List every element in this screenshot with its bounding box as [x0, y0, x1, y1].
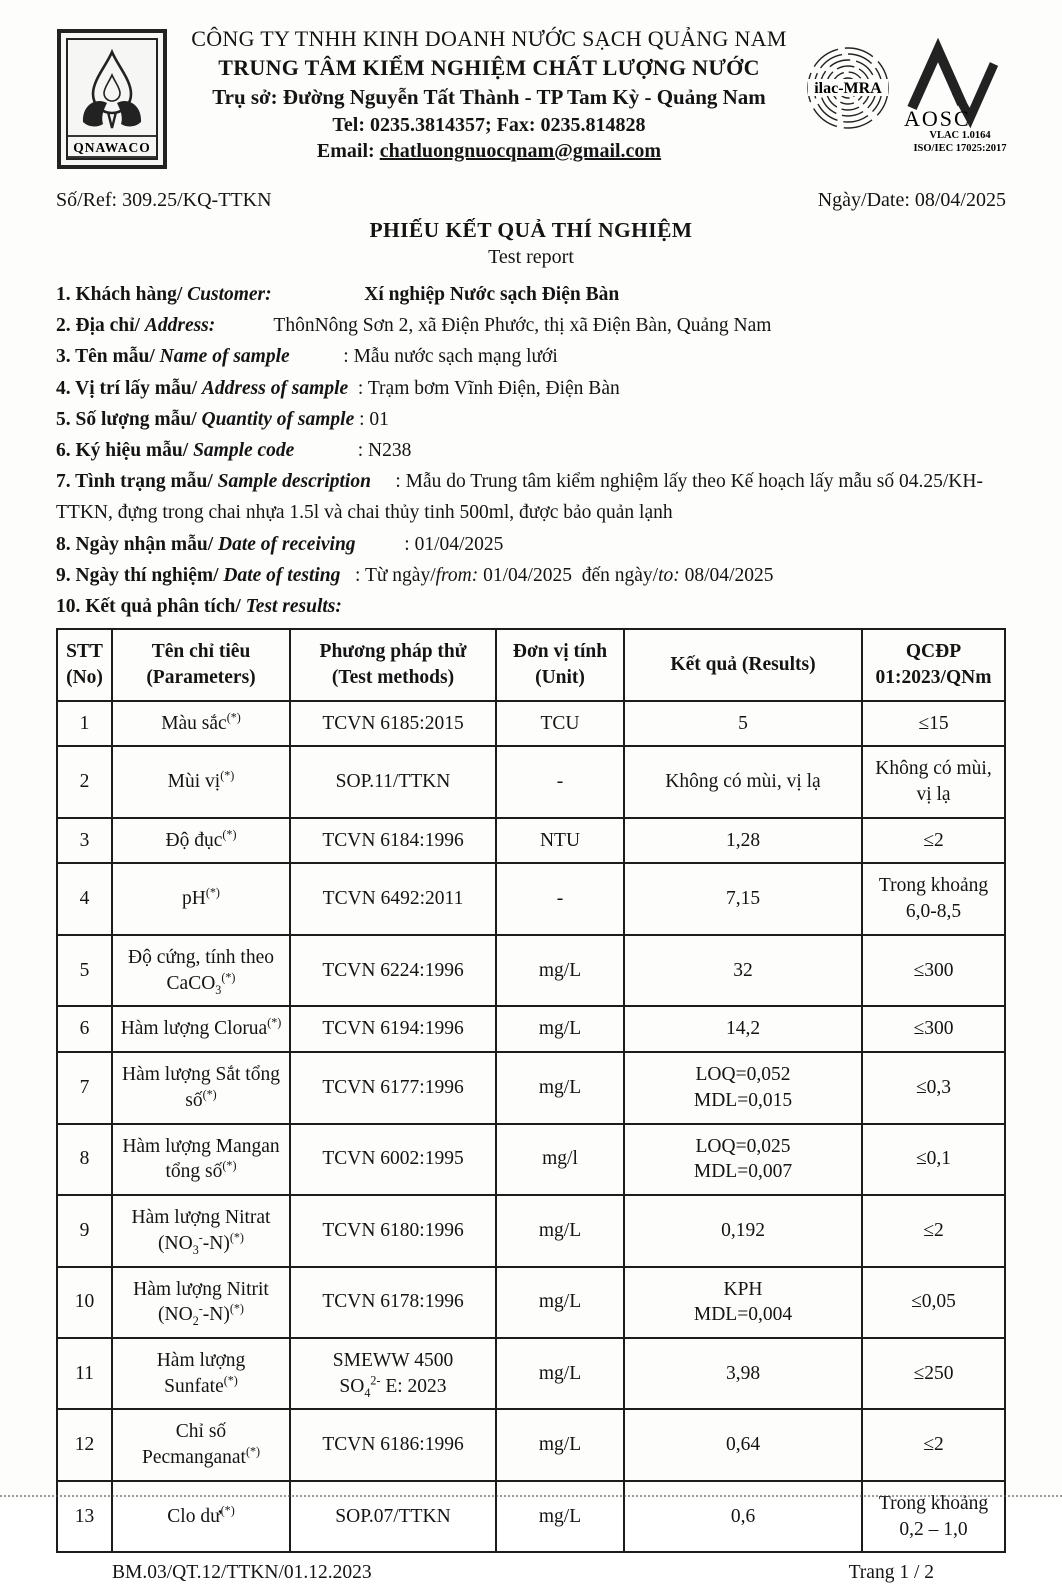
result-cell: 0,6	[624, 1481, 862, 1552]
page-subtitle: Test report	[488, 246, 574, 268]
unit-cell: mg/L	[496, 1052, 624, 1123]
method-cell: TCVN 6194:1996	[290, 1006, 496, 1052]
scan-edge-artifact	[0, 1495, 1062, 1497]
ref-date-row	[56, 189, 1006, 212]
result-cell: 0,64	[624, 1409, 862, 1480]
result-row	[57, 1338, 1005, 1409]
email-address: chatluongnuocqnam@gmail.com	[379, 140, 662, 162]
limit-cell: ≤250	[862, 1338, 1005, 1409]
parameter-cell: Chỉ số Pecmanganat(*)	[112, 1409, 290, 1480]
result-cell: 1,28	[624, 818, 862, 864]
column-header	[112, 629, 290, 700]
row-number-cell: 11	[57, 1338, 112, 1409]
info-line	[56, 529, 1006, 560]
parameter-cell: Độ đục(*)	[112, 818, 290, 864]
company-name: CÔNG TY TNHH KINH DOANH NƯỚC SẠCH QUẢNG NAM	[191, 26, 787, 51]
row-number-cell: 6	[57, 1006, 112, 1052]
method-cell: SOP.07/TTKN	[290, 1481, 496, 1552]
result-cell: Không có mùi, vị lạ	[624, 746, 862, 817]
info-label-en: Date of receiving	[218, 533, 356, 555]
info-label-en: Name of sample	[159, 346, 290, 368]
info-label-vi: 4. Vị trí lấy mẫu/	[56, 377, 202, 399]
info-gap	[294, 440, 353, 461]
info-label-en: Date of testing	[223, 564, 341, 586]
qnawaco-logo-icon	[56, 28, 168, 170]
method-cell: TCVN 6178:1996	[290, 1267, 496, 1338]
column-header	[862, 629, 1005, 700]
result-row	[57, 701, 1005, 747]
column-header-line2: (Parameters)	[146, 666, 256, 688]
report-ref-number: Số/Ref: 309.25/KQ-TTKN	[56, 189, 272, 211]
row-number-cell: 7	[57, 1052, 112, 1123]
head-office-address: Trụ sở: Đường Nguyễn Tất Thành - TP Tam Kỳ - Quảng Nam	[212, 85, 766, 109]
tel-fax-line: Tel: 0235.3814357; Fax: 0235.814828	[332, 114, 646, 136]
info-value: : Mẫu do Trung tâm kiểm nghiệm lấy theo Kế hoạch lấy mẫu số 04.25/KH-TTKN, đựng trong chai nhựa 1.5l và chai thủy tinh 500ml, được bảo quản lạnh	[56, 471, 983, 524]
info-line	[56, 373, 1006, 404]
column-header-line1: Đơn vị tính	[512, 641, 608, 663]
column-header-line1: Kết quả (Results)	[670, 653, 816, 675]
info-label-vi: 10. Kết quả phân tích/	[56, 595, 246, 617]
result-cell: 5	[624, 701, 862, 747]
limit-cell: ≤300	[862, 1006, 1005, 1052]
unit-cell: TCU	[496, 701, 624, 747]
parameter-cell: Hàm lượng Sunfate(*)	[112, 1338, 290, 1409]
info-gap	[348, 378, 353, 399]
result-cell: 32	[624, 935, 862, 1006]
info-value: ThônNông Sơn 2, xã Điện Phước, thị xã Điện Bàn, Quảng Nam	[273, 315, 772, 337]
limit-cell: ≤2	[862, 1409, 1005, 1480]
result-cell: LOQ=0,025 MDL=0,007	[624, 1124, 862, 1195]
letterhead	[56, 24, 1006, 175]
limit-cell: ≤0,3	[862, 1052, 1005, 1123]
unit-cell: mg/L	[496, 1338, 624, 1409]
accreditation-logos	[806, 24, 1006, 154]
parameter-cell: pH(*)	[112, 863, 290, 934]
column-header-line1: STT	[66, 641, 103, 663]
page-title: PHIẾU KẾT QUẢ THÍ NGHIỆM	[369, 218, 693, 242]
unit-cell: NTU	[496, 818, 624, 864]
document-footer	[56, 1562, 1006, 1584]
method-cell: TCVN 6492:2011	[290, 863, 496, 934]
method-cell: TCVN 6224:1996	[290, 935, 496, 1006]
parameter-cell: Hàm lượng Nitrit $(NO_2^--N)^{(*)}$	[112, 1267, 290, 1338]
row-number-cell: 4	[57, 863, 112, 934]
result-row	[57, 1124, 1005, 1195]
limit-cell: Trong khoảng 0,2 – 1,0	[862, 1481, 1005, 1552]
info-value: : Từ ngày/from: 01/04/2025 đến ngày/to: 08/04/2025	[355, 564, 774, 586]
result-row	[57, 1267, 1005, 1338]
column-header	[57, 629, 112, 700]
unit-cell: -	[496, 863, 624, 934]
results-tbody	[57, 701, 1005, 1553]
result-cell: 14,2	[624, 1006, 862, 1052]
limit-cell: ≤15	[862, 701, 1005, 747]
info-label-vi: 8. Ngày nhận mẫu/	[56, 533, 218, 555]
column-header	[290, 629, 496, 700]
info-label-vi: 9. Ngày thí nghiệm/	[56, 564, 224, 586]
limit-cell: ≤300	[862, 935, 1005, 1006]
row-number-cell: 2	[57, 746, 112, 817]
parameter-cell: Độ cứng, tính theo CaCO$_3$(*)	[112, 935, 290, 1006]
aosc-vlac-text: VLAC 1.0164	[929, 130, 991, 141]
result-row	[57, 863, 1005, 934]
unit-cell: mg/L	[496, 1195, 624, 1266]
parameter-cell: Hàm lượng Mangan tổng số(*)	[112, 1124, 290, 1195]
parameter-cell: Mùi vị(*)	[112, 746, 290, 817]
unit-cell: mg/L	[496, 935, 624, 1006]
result-row	[57, 1481, 1005, 1552]
row-number-cell: 12	[57, 1409, 112, 1480]
method-cell: TCVN 6185:2015	[290, 701, 496, 747]
column-header	[496, 629, 624, 700]
column-header-line2: (Test methods)	[331, 666, 455, 688]
unit-cell: -	[496, 746, 624, 817]
info-label-en: Quantity of sample	[201, 408, 355, 430]
info-value: : Trạm bơm Vĩnh Điện, Điện Bàn	[357, 377, 620, 399]
report-date: Ngày/Date: 08/04/2025	[817, 189, 1006, 211]
row-number-cell: 3	[57, 818, 112, 864]
result-row	[57, 935, 1005, 1006]
info-line	[56, 279, 1006, 310]
company-logo	[56, 24, 172, 175]
parameter-cell: Hàm lượng Nitrat $(NO_3^--N)^{(*)}$	[112, 1195, 290, 1266]
info-line	[56, 560, 1006, 591]
info-list	[56, 279, 1006, 622]
limit-cell: ≤2	[862, 1195, 1005, 1266]
info-gap	[290, 346, 339, 367]
unit-cell: mg/L	[496, 1267, 624, 1338]
limit-cell: Trong khoảng 6,0-8,5	[862, 863, 1005, 934]
row-number-cell: 8	[57, 1124, 112, 1195]
email-label: Email:	[316, 140, 375, 162]
row-number-cell: 10	[57, 1267, 112, 1338]
qnawaco-logo-text: QNAWACO	[73, 140, 151, 155]
result-row	[57, 1052, 1005, 1123]
ilac-mra-logo-icon	[806, 42, 890, 134]
info-label-en: Customer:	[187, 284, 272, 305]
row-number-cell: 13	[57, 1481, 112, 1552]
info-line	[56, 341, 1006, 372]
result-row	[57, 1409, 1005, 1480]
column-header-line2: (No)	[66, 666, 103, 688]
result-row	[57, 1006, 1005, 1052]
column-header-line1: Phương pháp thử	[319, 641, 467, 663]
ilac-mra-logo-text: ilac-MRA	[814, 80, 882, 97]
column-header-line1: Tên chỉ tiêu	[151, 641, 251, 663]
limit-cell: ≤0,1	[862, 1124, 1005, 1195]
result-cell: KPH MDL=0,004	[624, 1267, 862, 1338]
info-gap	[340, 565, 350, 586]
header-row	[57, 629, 1005, 700]
method-cell: SMEWW 4500 $SO_4^{2-}$ E: 2023	[290, 1338, 496, 1409]
info-gap	[272, 284, 360, 305]
column-header	[624, 629, 862, 700]
results-table-header	[57, 629, 1005, 700]
info-value: : Mẫu nước sạch mạng lưới	[343, 346, 558, 368]
letterhead-text	[172, 24, 806, 163]
info-label-vi: 5. Số lượng mẫu/	[56, 408, 202, 430]
info-value: : 01/04/2025	[404, 533, 504, 555]
row-number-cell: 9	[57, 1195, 112, 1266]
column-header-line1: QCĐP	[905, 641, 962, 663]
info-label-en: Address:	[144, 315, 216, 337]
info-value: : 01	[359, 408, 389, 430]
aosc-logo-text: AOSC	[904, 106, 971, 131]
unit-cell: mg/L	[496, 1481, 624, 1552]
limit-cell: ≤0,05	[862, 1267, 1005, 1338]
result-row	[57, 746, 1005, 817]
column-header-line2: 01:2023/QNm	[875, 666, 992, 688]
form-code: BM.03/QT.12/TTKN/01.12.2023	[112, 1562, 372, 1584]
aosc-iso-text: ISO/IEC 17025:2017	[913, 143, 1007, 154]
result-cell: 7,15	[624, 863, 862, 934]
info-label-vi: 7. Tình trạng mẫu/	[56, 471, 218, 493]
unit-cell: mg/l	[496, 1124, 624, 1195]
info-line	[56, 591, 1006, 622]
parameter-cell: Màu sắc(*)	[112, 701, 290, 747]
result-cell: LOQ=0,052 MDL=0,015	[624, 1052, 862, 1123]
info-label-vi: 2. Địa chỉ/	[56, 315, 145, 337]
info-line	[56, 404, 1006, 435]
result-cell: 3,98	[624, 1338, 862, 1409]
column-header-line2: (Unit)	[535, 666, 585, 688]
info-value: : N238	[357, 439, 412, 461]
info-label-en: Sample description	[217, 471, 371, 493]
email-line	[172, 140, 806, 163]
unit-cell: mg/L	[496, 1409, 624, 1480]
info-label-vi: 3. Tên mẫu/	[56, 346, 160, 368]
limit-cell: Không có mùi, vị lạ	[862, 746, 1005, 817]
page-number: Trang 1 / 2	[848, 1562, 934, 1584]
method-cell: TCVN 6177:1996	[290, 1052, 496, 1123]
info-label-en: Address of sample	[201, 377, 349, 399]
parameter-cell: Hàm lượng Clorua(*)	[112, 1006, 290, 1052]
method-cell: TCVN 6184:1996	[290, 818, 496, 864]
info-gap	[371, 471, 391, 492]
parameter-cell: Hàm lượng Sắt tổng số(*)	[112, 1052, 290, 1123]
row-number-cell: 1	[57, 701, 112, 747]
method-cell: SOP.11/TTKN	[290, 746, 496, 817]
unit-cell: mg/L	[496, 1006, 624, 1052]
info-label-vi: 6. Ký hiệu mẫu/	[56, 439, 194, 461]
result-row	[57, 1195, 1005, 1266]
info-line	[56, 466, 1006, 528]
row-number-cell: 5	[57, 935, 112, 1006]
info-line	[56, 310, 1006, 341]
info-gap	[215, 315, 269, 336]
center-name: TRUNG TÂM KIỂM NGHIỆM CHẤT LƯỢNG NƯỚC	[218, 55, 760, 80]
method-cell: TCVN 6186:1996	[290, 1409, 496, 1480]
info-value: Xí nghiệp Nước sạch Điện Bàn	[364, 284, 620, 305]
method-cell: TCVN 6002:1995	[290, 1124, 496, 1195]
info-label-en: Test results:	[245, 595, 342, 617]
result-cell: 0,192	[624, 1195, 862, 1266]
parameter-cell: Clo dư(*)	[112, 1481, 290, 1552]
info-gap	[356, 534, 400, 555]
info-line	[56, 435, 1006, 466]
limit-cell: ≤2	[862, 818, 1005, 864]
result-row	[57, 818, 1005, 864]
results-table	[56, 628, 1006, 1553]
info-label-en: Sample code	[193, 439, 295, 461]
method-cell: TCVN 6180:1996	[290, 1195, 496, 1266]
info-label-vi: 1. Khách hàng/	[56, 284, 188, 305]
aosc-logo-icon	[900, 42, 1007, 154]
